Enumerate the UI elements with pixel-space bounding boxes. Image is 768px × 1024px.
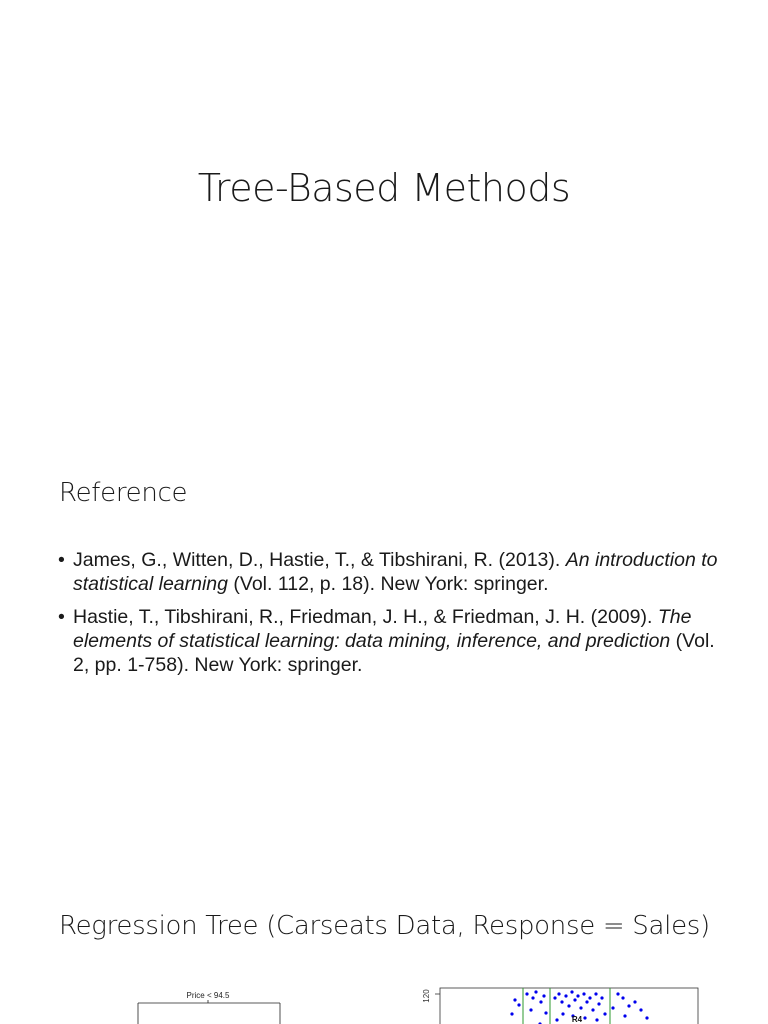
scatter-point	[553, 996, 556, 999]
scatter-point	[534, 990, 537, 993]
scatter-point	[582, 992, 585, 995]
reference-authors: Hastie, T., Tibshirani, R., Friedman, J. H., & Friedman, J. H. (2009).	[73, 606, 658, 628]
scatter-point	[579, 1006, 582, 1009]
scatter-point	[561, 1012, 564, 1015]
scatter-point	[600, 996, 603, 999]
reference-item	[58, 548, 728, 596]
tree-root-label: Price < 94.5	[186, 991, 230, 1000]
scatter-point	[525, 992, 528, 995]
scatter-point	[597, 1002, 600, 1005]
scatter-point	[544, 1011, 547, 1014]
scatter-point	[542, 994, 545, 997]
reference-list	[58, 548, 728, 686]
region-label: R4	[571, 1015, 583, 1024]
y-tick-label: 120	[422, 989, 431, 1003]
reference-details: (Vol. 112, p. 18). New York: springer.	[228, 573, 549, 595]
scatter-point	[585, 1000, 588, 1003]
scatter-point	[627, 1004, 630, 1007]
reference-title: The elements of statistical learning: data mining, inference, and prediction	[73, 606, 692, 652]
scatter-point	[621, 996, 624, 999]
scatter-point	[588, 996, 591, 999]
scatter-point	[557, 992, 560, 995]
scatter-point	[560, 1000, 563, 1003]
scatter-point	[595, 1018, 598, 1021]
scatter-point	[611, 1006, 614, 1009]
scatter-point	[555, 1018, 558, 1021]
scatter-point	[573, 998, 576, 1001]
scatter-point	[603, 1012, 606, 1015]
scatter-point	[591, 1008, 594, 1011]
scatter-point	[564, 994, 567, 997]
scatter-point	[517, 1003, 520, 1006]
reference-title: An introduction to statistical learning	[73, 549, 718, 595]
reference-item	[58, 605, 728, 677]
scatter-point	[633, 1000, 636, 1003]
scatter-point	[513, 998, 516, 1001]
scatter-point	[645, 1016, 648, 1019]
scatter-point	[539, 1000, 542, 1003]
scatter-point	[639, 1008, 642, 1011]
regression-tree-figure	[130, 988, 290, 1024]
reference-authors: James, G., Witten, D., Hastie, T., & Tibshirani, R. (2013).	[73, 549, 566, 571]
scatter-point	[594, 992, 597, 995]
scatter-point	[616, 992, 619, 995]
reference-details: (Vol. 2, pp. 1-758). New York: springer.	[73, 630, 715, 676]
scatter-point	[623, 1014, 626, 1017]
scatter-point	[583, 1016, 586, 1019]
scatter-plot-figure	[415, 980, 705, 1024]
reference-heading: Reference	[59, 478, 188, 508]
scatter-point	[576, 994, 579, 997]
scatter-point	[510, 1012, 513, 1015]
scatter-point	[570, 990, 573, 993]
regression-tree-heading: Regression Tree (Carseats Data, Response = Sales)	[59, 911, 710, 941]
scatter-point	[529, 1008, 532, 1011]
scatter-point	[531, 996, 534, 999]
bullet-icon: •	[58, 606, 65, 628]
slide-title: Tree-Based Methods	[197, 166, 571, 210]
scatter-point	[567, 1004, 570, 1007]
bullet-icon: •	[58, 549, 65, 571]
